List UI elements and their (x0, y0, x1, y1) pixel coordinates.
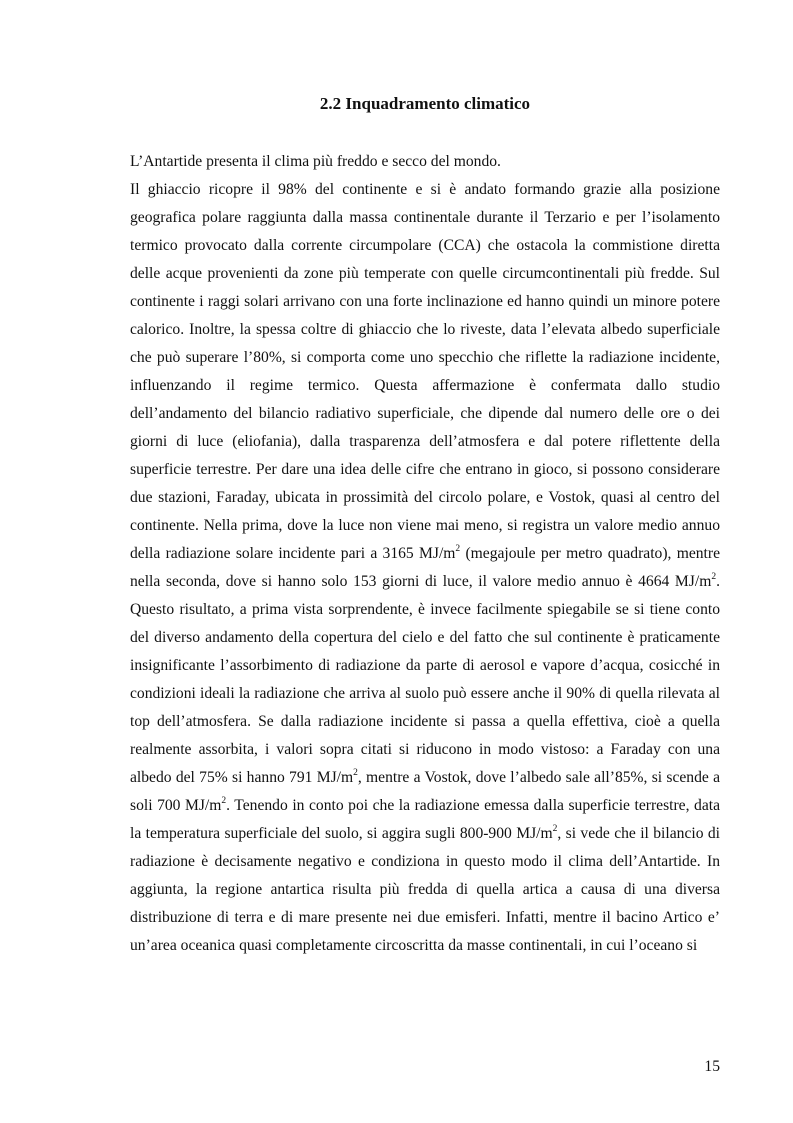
text-run-6: , si vede che il bilancio di radiazione è decisamente negativo e condiziona in questo modo il clima dell’Antartide. In aggiunta, la regione antartica risulta più fredda di quella artica a causa di una diversa distribuzione di terra e di mare presente nei due emisferi. Infatti, mentre il bacino Artico e’ un’area oceanica quasi completamente circoscritta da masse continentali, in cui l’oceano si (130, 825, 720, 954)
superscript-exponent-5: 2 (552, 824, 558, 834)
body-text (130, 148, 720, 960)
superscript-exponent-3: 2 (353, 768, 358, 778)
text-run-4: , mentre a Vostok, dove l’albedo sale all’85%, si scende a soli 700 MJ/m (130, 769, 720, 814)
text-run-3: . Questo risultato, a prima vista sorprendente, è invece facilmente spiegabile se si tiene conto del diverso andamento della copertura del cielo e del fatto che sul continente è praticamente insignificante l’assorbimento di radiazione da parte di aerosol e vapore d’acqua, cosicché in condizioni ideali la radiazione che arriva al suolo può essere anche il 90% di quella rilevata al top dell’atmosfera. Se dalla radiazione incidente si passa a quella effettiva, cioè a quella realmente assorbita, i valori sopra citati si riducono in modo vistoso: a Faraday con una albedo del 75% si hanno 791 MJ/m (130, 573, 720, 786)
superscript-exponent-2: 2 (711, 572, 717, 582)
paragraph-main (130, 176, 720, 960)
text-run-1: Il ghiaccio ricopre il 98% del continente e si è andato formando grazie alla posizione geografica polare raggiunta dalla massa continentale durante il Terzario e per l’isolamento termico provocato dalla corrente circumpolare (CCA) che ostacola la commistione diretta delle acque provenienti da zone più temperate con quelle circumcontinentali più fredde. Sul continente i raggi solari arrivano con una forte inclinazione ed hanno quindi un minore potere calorico. Inoltre, la spessa coltre di ghiaccio che lo riveste, data l’elevata albedo superficiale che può superare l’80%, si comporta come uno specchio che riflette la radiazione incidente, influenzando il regime termico. Questa affermazione è confermata dallo studio dell’andamento del bilancio radiativo superficiale, che dipende dal numero delle ore o dei giorni di luce (eliofania), dalla trasparenza dell’atmosfera e dal potere riflettente della superficie terrestre. Per dare una idea delle cifre che entrano in gioco, si possono considerare due stazioni, Faraday, ubicata in prossimità del circolo polare, e Vostok, quasi al centro del continente. Nella prima, dove la luce non viene mai meno, si registra un valore medio annuo della radiazione solare incidente pari a 3165 MJ/m (130, 181, 720, 562)
superscript-exponent-1: 2 (455, 544, 461, 554)
text-run-2: (megajoule per metro quadrato), mentre nella seconda, dove si hanno solo 153 giorni di luce, il valore medio annuo è 4664 MJ/m (130, 545, 720, 590)
text-run-5: . Tenendo in conto poi che la radiazione emessa dalla superficie terrestre, data la temperatura superficiale del suolo, si aggira sugli 800-900 MJ/m (130, 797, 720, 842)
section-title: 2.2 Inquadramento climatico (319, 94, 531, 113)
superscript-exponent-4: 2 (221, 796, 227, 806)
paragraph-intro: L’Antartide presenta il clima più freddo e secco del mondo. (130, 153, 501, 170)
page-number: 15 (704, 1058, 720, 1075)
